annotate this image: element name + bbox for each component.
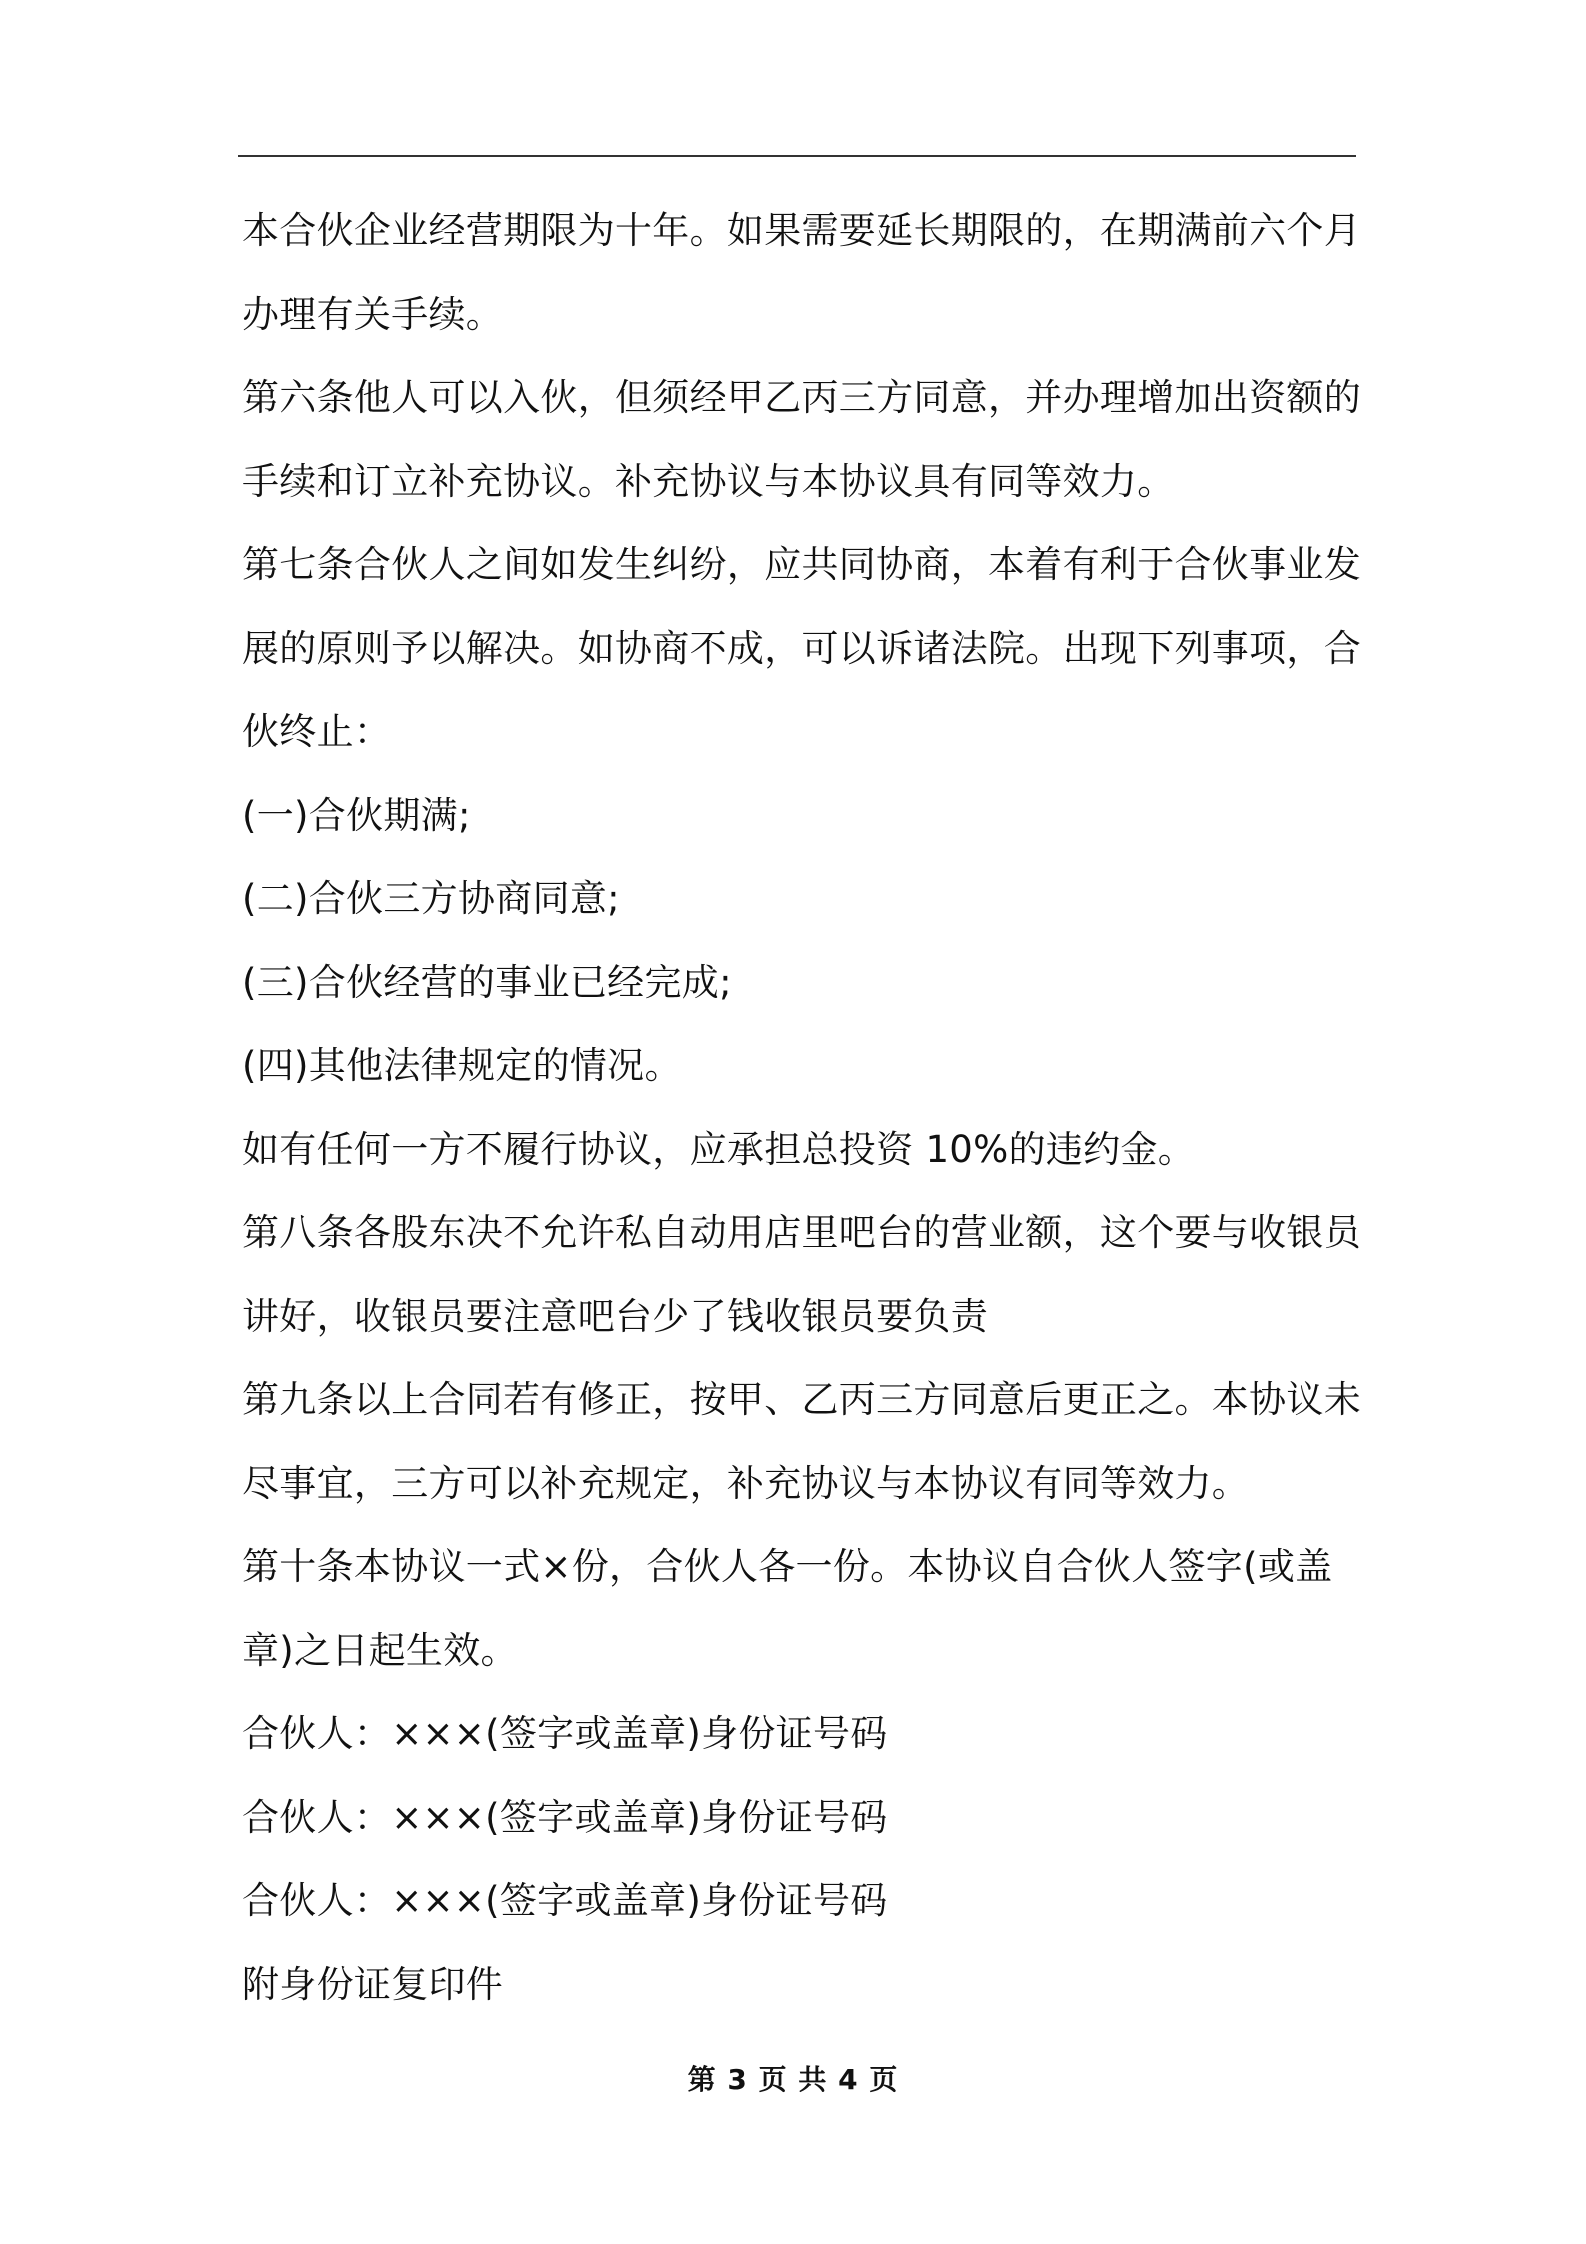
text-line: 手续和订立补充协议。补充协议与本协议具有同等效力。 [242,459,1175,503]
text-line: 第十条本协议一式×份，合伙人各一份。本协议自合伙人签字(或盖 [242,1545,1333,1588]
text-line: 如有任何一方不履行协议，应承担总投资 10%的违约金。 [242,1127,1196,1171]
page-number: 第 3 页 共 4 页 [687,2063,899,2096]
signature-line: 合伙人：×××(签字或盖章)身份证号码 [242,1712,888,1755]
text-line: 第六条他人可以入伙，但须经甲乙丙三方同意，并办理增加出资额的 [242,376,1361,419]
signature-line: 合伙人：×××(签字或盖章)身份证号码 [242,1879,888,1922]
header-rule [238,155,1356,157]
document-body [242,196,1362,2033]
attachment-note: 附身份证复印件 [242,1962,504,2006]
text-line: 本合伙企业经营期限为十年。如果需要延长期限的，在期满前六个月 [242,209,1361,252]
text-line: 第七条合伙人之间如发生纠纷，应共同协商，本着有利于合伙事业发 [242,543,1361,586]
text-line: 第九条以上合同若有修正，按甲、乙丙三方同意后更正之。本协议未 [242,1378,1361,1421]
list-item: (二)合伙三方协商同意; [242,877,620,920]
list-item: (一)合伙期满; [242,793,471,837]
signature-line: 合伙人：×××(签字或盖章)身份证号码 [242,1795,888,1839]
text-line: 章)之日起生效。 [242,1628,518,1672]
text-line: 讲好，收银员要注意吧台少了钱收银员要负责 [242,1294,988,1338]
text-line: 尽事宜，三方可以补充规定，补充协议与本协议有同等效力。 [242,1461,1250,1505]
text-line: 办理有关手续。 [242,292,504,336]
text-line: 第八条各股东决不允许私自动用店里吧台的营业额，这个要与收银员 [242,1211,1361,1254]
list-item: (四)其他法律规定的情况。 [242,1044,682,1087]
text-line: 伙终止： [242,710,392,753]
list-item: (三)合伙经营的事业已经完成; [242,960,732,1004]
text-line: 展的原则予以解决。如协商不成，可以诉诸法院。出现下列事项，合 [242,626,1361,670]
